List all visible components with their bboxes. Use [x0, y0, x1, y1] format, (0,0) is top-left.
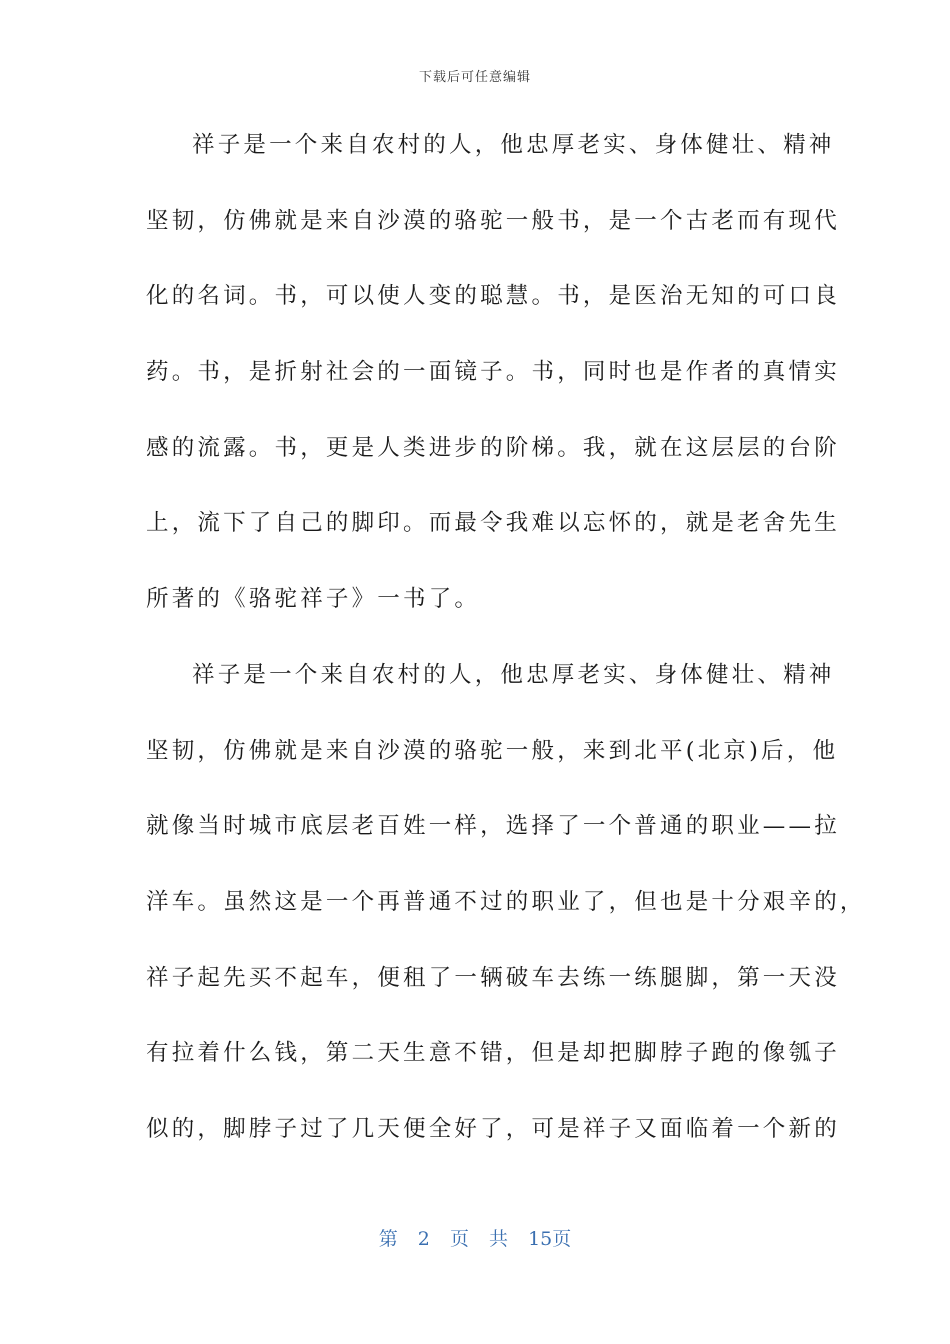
footer-page-word: 页 — [449, 1228, 469, 1250]
page-header: 下载后可任意编辑 — [418, 70, 531, 85]
paragraph-line: 化的名词。书，可以使人变的聪慧。书，是医治无知的可口良 — [146, 283, 840, 310]
paragraph-line: 感的流露。书，更是人类进步的阶梯。我，就在这层层的台阶 — [146, 434, 840, 461]
paragraph-line: 有拉着什么钱，第二天生意不错，但是却把脚脖子跑的像瓠子 — [146, 1040, 840, 1067]
paragraph-line: 上，流下了自己的脚印。而最令我难以忘怀的，就是老舍先生 — [146, 510, 840, 537]
footer-current-page: 2 — [417, 1228, 430, 1250]
paragraph-line: 祥子是一个来自农村的人，他忠厚老实、身体健壮、精神 — [192, 132, 835, 158]
paragraph-line: 药。书，是折射社会的一面镜子。书，同时也是作者的真情实 — [146, 359, 840, 386]
paragraph-line: 所著的《骆驼祥子》一书了。 — [146, 586, 481, 613]
footer-total-pages: 15页 — [528, 1228, 572, 1250]
footer-prefix: 第 — [378, 1228, 398, 1250]
paragraph-line: 就像当时城市底层老百姓一样，选择了一个普通的职业——拉 — [146, 813, 840, 840]
paragraph-line: 坚韧，仿佛就是来自沙漠的骆驼一般书，是一个古老而有现代 — [146, 207, 840, 234]
paragraph-line: 坚韧，仿佛就是来自沙漠的骆驼一般，来到北平(北京)后，他 — [146, 737, 839, 764]
document-body — [146, 120, 866, 1180]
page-footer — [0, 1224, 950, 1251]
paragraph-line: 似的，脚脖子过了几天便全好了，可是祥子又面临着一个新的 — [146, 1115, 840, 1142]
paragraph-line: 祥子起先买不起车，便租了一辆破车去练一练腿脚，第一天没 — [146, 964, 840, 991]
paragraph-line: 祥子是一个来自农村的人，他忠厚老实、身体健壮、精神 — [192, 661, 835, 688]
paragraph-line: 洋车。虽然这是一个再普通不过的职业了，但也是十分艰辛的， — [146, 888, 866, 915]
footer-total-word: 共 — [489, 1228, 509, 1250]
